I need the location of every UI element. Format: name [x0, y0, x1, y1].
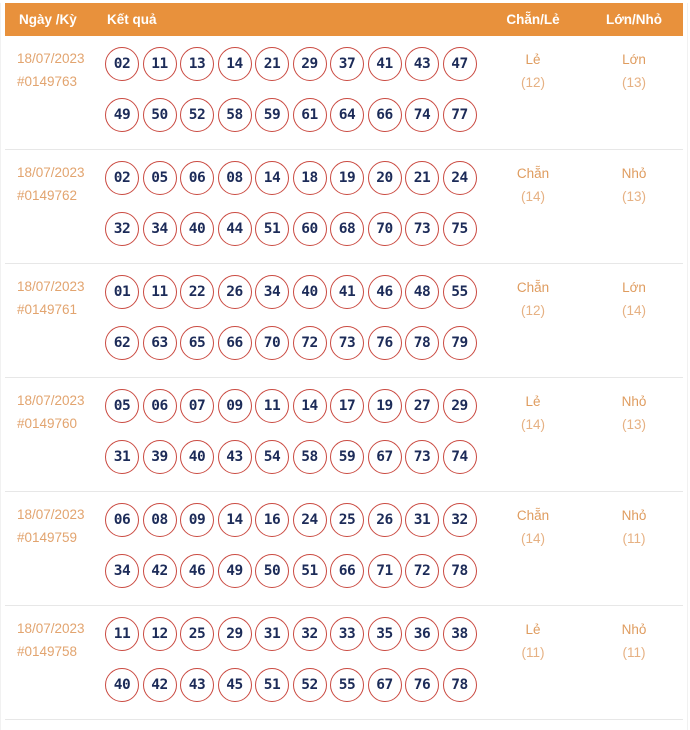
number-ball: 29	[443, 389, 477, 423]
number-ball: 24	[443, 161, 477, 195]
number-ball: 62	[105, 326, 139, 360]
draw-numbers-cell	[105, 264, 481, 377]
number-ball: 74	[405, 98, 439, 132]
size-label: Nhỏ	[621, 166, 647, 181]
number-ball: 11	[143, 47, 177, 81]
balls-line-1	[105, 389, 481, 423]
number-ball: 32	[443, 503, 477, 537]
number-ball: 78	[443, 668, 477, 702]
lottery-results-table	[5, 3, 683, 720]
table-row	[5, 492, 683, 606]
number-ball: 12	[143, 617, 177, 651]
number-ball: 66	[218, 326, 252, 360]
number-ball: 35	[368, 617, 402, 651]
parity-cell	[481, 492, 585, 605]
number-ball: 29	[293, 47, 327, 81]
number-ball: 09	[218, 389, 252, 423]
balls-line-2	[105, 554, 481, 588]
draw-date: 18/07/2023	[17, 507, 85, 522]
balls-line-1	[105, 275, 481, 309]
number-ball: 11	[255, 389, 289, 423]
number-ball: 43	[180, 668, 214, 702]
results-page	[0, 3, 688, 730]
number-ball: 40	[180, 440, 214, 474]
number-ball: 32	[293, 617, 327, 651]
number-ball: 21	[255, 47, 289, 81]
draw-numbers-cell	[105, 150, 481, 263]
number-ball: 37	[330, 47, 364, 81]
number-ball: 08	[143, 503, 177, 537]
size-count: (13)	[621, 75, 646, 90]
draw-numbers-cell	[105, 492, 481, 605]
number-ball: 44	[218, 212, 252, 246]
size-label: Nhỏ	[621, 508, 647, 523]
number-ball: 73	[405, 440, 439, 474]
draw-date-cell	[5, 36, 105, 149]
number-ball: 27	[405, 389, 439, 423]
number-ball: 26	[368, 503, 402, 537]
number-ball: 34	[105, 554, 139, 588]
number-ball: 02	[105, 161, 139, 195]
size-cell	[585, 606, 683, 719]
number-ball: 78	[443, 554, 477, 588]
number-ball: 31	[105, 440, 139, 474]
number-ball: 55	[330, 668, 364, 702]
number-ball: 51	[293, 554, 327, 588]
number-ball: 58	[293, 440, 327, 474]
number-ball: 11	[143, 275, 177, 309]
number-ball: 38	[443, 617, 477, 651]
number-ball: 14	[293, 389, 327, 423]
number-ball: 40	[293, 275, 327, 309]
number-ball: 66	[368, 98, 402, 132]
number-ball: 20	[368, 161, 402, 195]
parity-label: Lẻ	[525, 52, 541, 67]
draw-date-cell	[5, 264, 105, 377]
number-ball: 05	[143, 161, 177, 195]
number-ball: 42	[143, 668, 177, 702]
number-ball: 25	[330, 503, 364, 537]
number-ball: 06	[180, 161, 214, 195]
parity-count: (12)	[520, 303, 545, 318]
number-ball: 67	[368, 440, 402, 474]
number-ball: 55	[443, 275, 477, 309]
draw-period: #0149758	[17, 644, 78, 659]
number-ball: 06	[143, 389, 177, 423]
balls-line-1	[105, 161, 481, 195]
size-count: (11)	[622, 645, 646, 660]
number-ball: 75	[443, 212, 477, 246]
number-ball: 22	[180, 275, 214, 309]
draw-date-cell	[5, 150, 105, 263]
number-ball: 50	[255, 554, 289, 588]
number-ball: 50	[143, 98, 177, 132]
number-ball: 14	[255, 161, 289, 195]
number-ball: 67	[368, 668, 402, 702]
number-ball: 77	[443, 98, 477, 132]
balls-line-2	[105, 668, 481, 702]
draw-date: 18/07/2023	[17, 165, 85, 180]
balls-line-2	[105, 440, 481, 474]
number-ball: 70	[368, 212, 402, 246]
number-ball: 72	[293, 326, 327, 360]
number-ball: 49	[105, 98, 139, 132]
table-row	[5, 36, 683, 150]
number-ball: 72	[405, 554, 439, 588]
number-ball: 45	[218, 668, 252, 702]
draw-period: #0149761	[17, 302, 78, 317]
draw-period: #0149759	[17, 530, 78, 545]
parity-cell	[481, 264, 585, 377]
number-ball: 52	[293, 668, 327, 702]
number-ball: 71	[368, 554, 402, 588]
parity-label: Lẻ	[525, 394, 541, 409]
number-ball: 24	[293, 503, 327, 537]
number-ball: 70	[255, 326, 289, 360]
number-ball: 19	[368, 389, 402, 423]
draw-date: 18/07/2023	[17, 51, 85, 66]
parity-label: Chẵn	[516, 508, 550, 523]
size-label: Lớn	[622, 280, 646, 295]
number-ball: 59	[255, 98, 289, 132]
size-count: (13)	[621, 417, 646, 432]
parity-cell	[481, 150, 585, 263]
number-ball: 19	[330, 161, 364, 195]
number-ball: 18	[293, 161, 327, 195]
parity-label: Chẵn	[516, 166, 550, 181]
draw-date-cell	[5, 492, 105, 605]
parity-count: (14)	[520, 189, 545, 204]
header-date-column: Ngày /Kỳ	[19, 12, 77, 27]
number-ball: 54	[255, 440, 289, 474]
table-row	[5, 606, 683, 720]
balls-line-1	[105, 47, 481, 81]
balls-line-2	[105, 212, 481, 246]
size-label: Lớn	[622, 52, 646, 67]
number-ball: 11	[105, 617, 139, 651]
number-ball: 74	[443, 440, 477, 474]
number-ball: 61	[293, 98, 327, 132]
number-ball: 46	[180, 554, 214, 588]
number-ball: 47	[443, 47, 477, 81]
number-ball: 59	[330, 440, 364, 474]
number-ball: 63	[143, 326, 177, 360]
number-ball: 68	[330, 212, 364, 246]
number-ball: 60	[293, 212, 327, 246]
number-ball: 65	[180, 326, 214, 360]
number-ball: 43	[218, 440, 252, 474]
number-ball: 16	[255, 503, 289, 537]
number-ball: 39	[143, 440, 177, 474]
number-ball: 34	[255, 275, 289, 309]
parity-count: (14)	[520, 417, 545, 432]
number-ball: 02	[105, 47, 139, 81]
number-ball: 76	[368, 326, 402, 360]
draw-date-cell	[5, 378, 105, 491]
number-ball: 33	[330, 617, 364, 651]
header-size-column: Lớn/Nhỏ	[605, 12, 663, 27]
parity-count: (12)	[520, 75, 545, 90]
draw-numbers-cell	[105, 36, 481, 149]
parity-count: (11)	[521, 645, 545, 660]
number-ball: 14	[218, 47, 252, 81]
draw-date: 18/07/2023	[17, 393, 85, 408]
parity-cell	[481, 606, 585, 719]
draw-numbers-cell	[105, 378, 481, 491]
number-ball: 17	[330, 389, 364, 423]
number-ball: 31	[405, 503, 439, 537]
balls-line-2	[105, 98, 481, 132]
parity-cell	[481, 378, 585, 491]
table-row	[5, 264, 683, 378]
size-cell	[585, 150, 683, 263]
table-header	[5, 3, 683, 36]
number-ball: 32	[105, 212, 139, 246]
number-ball: 76	[405, 668, 439, 702]
number-ball: 66	[330, 554, 364, 588]
number-ball: 26	[218, 275, 252, 309]
number-ball: 05	[105, 389, 139, 423]
number-ball: 64	[330, 98, 364, 132]
number-ball: 42	[143, 554, 177, 588]
balls-line-1	[105, 617, 481, 651]
number-ball: 40	[105, 668, 139, 702]
size-count: (13)	[621, 189, 646, 204]
number-ball: 73	[330, 326, 364, 360]
number-ball: 51	[255, 212, 289, 246]
size-cell	[585, 492, 683, 605]
size-cell	[585, 378, 683, 491]
size-count: (11)	[622, 531, 646, 546]
size-count: (14)	[621, 303, 646, 318]
draw-period: #0149763	[17, 74, 78, 89]
draw-period: #0149760	[17, 416, 78, 431]
number-ball: 34	[143, 212, 177, 246]
number-ball: 09	[180, 503, 214, 537]
number-ball: 08	[218, 161, 252, 195]
size-label: Nhỏ	[621, 394, 647, 409]
table-body	[5, 36, 683, 720]
parity-label: Chẵn	[516, 280, 550, 295]
size-cell	[585, 264, 683, 377]
balls-line-1	[105, 503, 481, 537]
number-ball: 29	[218, 617, 252, 651]
number-ball: 78	[405, 326, 439, 360]
number-ball: 41	[330, 275, 364, 309]
draw-date: 18/07/2023	[17, 621, 85, 636]
number-ball: 14	[218, 503, 252, 537]
header-result-column: Kết quả	[107, 12, 157, 27]
number-ball: 36	[405, 617, 439, 651]
table-row	[5, 150, 683, 264]
draw-period: #0149762	[17, 188, 78, 203]
table-row	[5, 378, 683, 492]
number-ball: 43	[405, 47, 439, 81]
number-ball: 58	[218, 98, 252, 132]
number-ball: 40	[180, 212, 214, 246]
number-ball: 06	[105, 503, 139, 537]
number-ball: 01	[105, 275, 139, 309]
draw-numbers-cell	[105, 606, 481, 719]
number-ball: 51	[255, 668, 289, 702]
size-cell	[585, 36, 683, 149]
number-ball: 79	[443, 326, 477, 360]
size-label: Nhỏ	[621, 622, 647, 637]
number-ball: 41	[368, 47, 402, 81]
parity-cell	[481, 36, 585, 149]
draw-date: 18/07/2023	[17, 279, 85, 294]
header-parity-column: Chẵn/Lẻ	[506, 12, 560, 27]
number-ball: 07	[180, 389, 214, 423]
number-ball: 25	[180, 617, 214, 651]
number-ball: 13	[180, 47, 214, 81]
number-ball: 46	[368, 275, 402, 309]
number-ball: 73	[405, 212, 439, 246]
number-ball: 21	[405, 161, 439, 195]
parity-count: (14)	[520, 531, 545, 546]
number-ball: 31	[255, 617, 289, 651]
number-ball: 52	[180, 98, 214, 132]
number-ball: 48	[405, 275, 439, 309]
balls-line-2	[105, 326, 481, 360]
number-ball: 49	[218, 554, 252, 588]
draw-date-cell	[5, 606, 105, 719]
parity-label: Lẻ	[525, 622, 541, 637]
